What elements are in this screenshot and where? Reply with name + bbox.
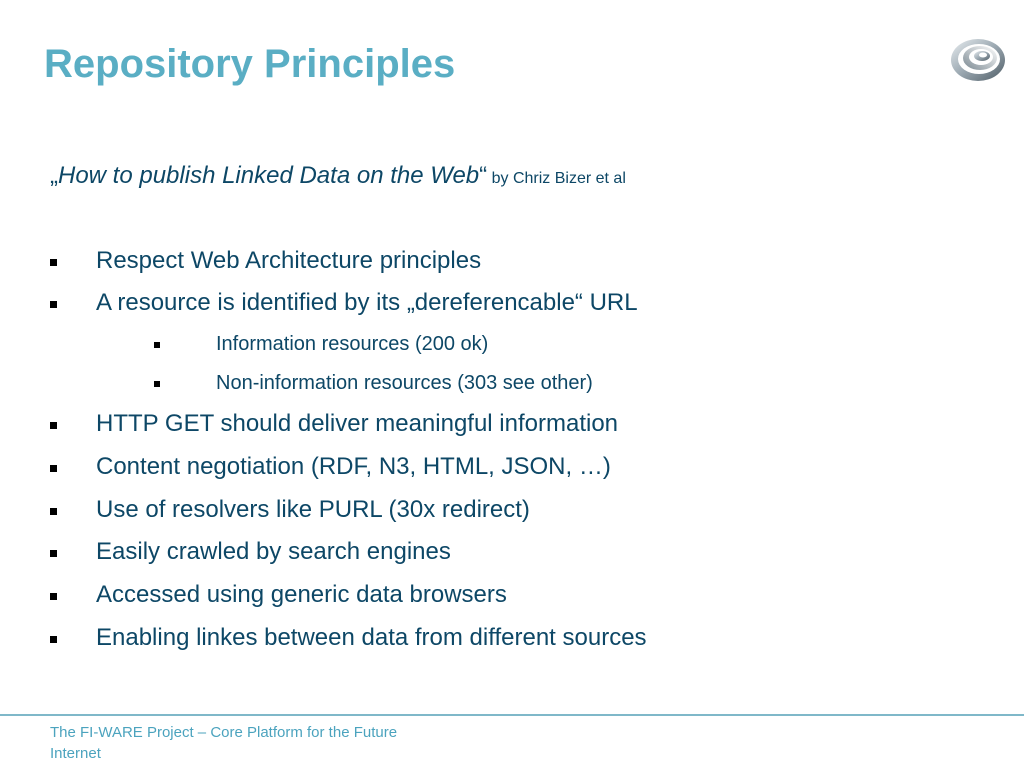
bullet-text: Easily crawled by search engines — [96, 538, 451, 565]
bullet-square-icon — [154, 381, 160, 387]
bullet-text: Enabling linkes between data from different sources — [96, 624, 647, 651]
sub-bullet-text: Information resources (200 ok) — [216, 333, 489, 355]
sub-bullet-text: Non-information resources (303 see other) — [216, 372, 593, 394]
slide-title: Repository Principles — [44, 42, 456, 86]
footer-divider — [0, 714, 1024, 716]
bullet-square-icon — [50, 259, 57, 266]
bullet-text: Content negotiation (RDF, N3, HTML, JSON, …) — [96, 453, 611, 480]
bullet-square-icon — [154, 342, 160, 348]
bullet-square-icon — [50, 301, 57, 308]
bullet-square-icon — [50, 593, 57, 600]
bullet-square-icon — [50, 422, 57, 429]
bullet-square-icon — [50, 465, 57, 472]
bullet-square-icon — [50, 636, 57, 643]
bullet-text: Use of resolvers like PURL (30x redirect) — [96, 496, 530, 523]
subtitle-reference — [50, 160, 626, 195]
bullet-square-icon — [50, 550, 57, 557]
bullet-text: Accessed using generic data browsers — [96, 581, 507, 608]
reference-book-title: How to publish Linked Data on the Web — [58, 162, 480, 189]
bullet-text: HTTP GET should deliver meaningful information — [96, 410, 619, 437]
reference-author: by Chriz Bizer et al — [487, 170, 626, 187]
bullet-square-icon — [50, 508, 57, 515]
open-quote: „ — [50, 162, 58, 189]
bullet-text: Respect Web Architecture principles — [96, 247, 482, 274]
close-quote: “ — [479, 162, 488, 189]
footer-text: The FI-WARE Project – Core Platform for the Future Internet — [50, 724, 398, 762]
fi-ware-swirl-logo-icon — [948, 34, 1008, 86]
bullet-text: A resource is identified by its „dereferencable“ URL — [96, 289, 638, 316]
